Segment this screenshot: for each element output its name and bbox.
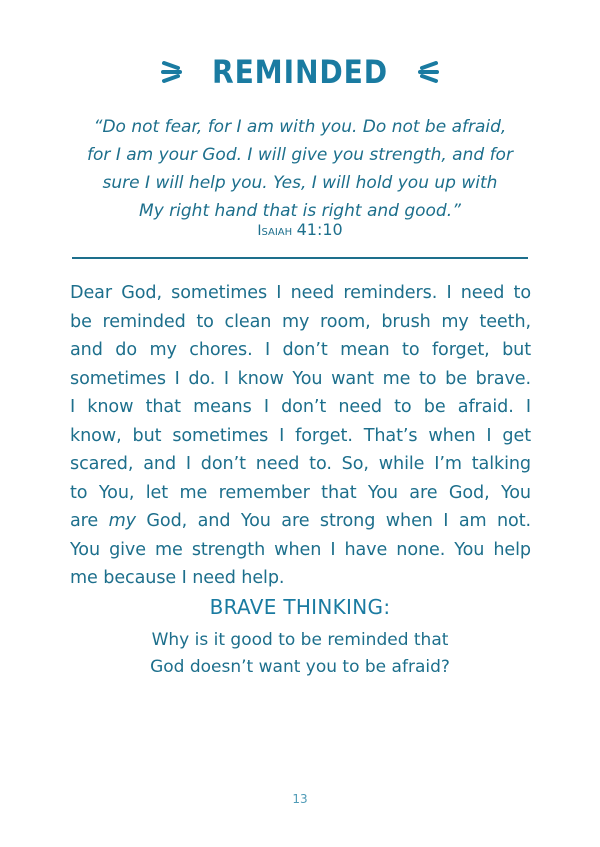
verse-line: sure I will help you. Yes, I will hold you up with — [102, 173, 498, 193]
reference-number: 41:10 — [296, 220, 343, 239]
verse-line: “Do not fear, for I am with you. Do not be afraid, — [93, 117, 507, 137]
question-line: God doesn’t want you to be afraid? — [150, 657, 450, 677]
divider — [72, 257, 528, 259]
burst-lines-icon — [160, 57, 186, 87]
prayer-line-end: God, and You are strong when I am not. — [135, 511, 531, 531]
prayer-line: scared, and I don’t need to. So, while I’m talking — [70, 454, 531, 474]
verse-line: My right hand that is right and good.” — [139, 201, 461, 221]
reference-book: Isaiah — [257, 223, 293, 239]
prayer-line: sometimes I do. I know You want me to be brave. — [70, 368, 531, 389]
emphasis-my: my — [108, 511, 136, 531]
verse-reference — [60, 220, 540, 239]
verse-line: for I am your God. I will give you strength, and for — [87, 145, 513, 165]
page-title: REMINDED — [211, 53, 388, 91]
prayer-line-start: are — [70, 511, 109, 531]
question-line: Why is it good to be reminded that — [151, 630, 449, 650]
prayer-line: You give me strength when I have none. You help — [70, 539, 531, 560]
brave-thinking-heading: BRAVE THINKING: — [209, 595, 391, 619]
prayer-line: be reminded to clean my room, brush my teeth, — [70, 311, 531, 332]
page-number: 13 — [292, 792, 308, 806]
brave-thinking-question — [60, 627, 540, 681]
prayer-line: and do my chores. I don’t mean to forget, but — [70, 340, 531, 360]
prayer-line: me because I need help. — [70, 568, 285, 588]
scripture-verse — [60, 113, 540, 225]
prayer-line: to You, let me remember that You are God, You — [70, 482, 531, 503]
title-row — [0, 48, 600, 96]
burst-lines-icon — [414, 57, 440, 87]
prayer-line: I know that means I don’t need to be afraid. I — [70, 397, 531, 417]
prayer-line: Dear God, sometimes I need reminders. I need to — [70, 283, 531, 303]
prayer-line: know, but sometimes I forget. That’s when I get — [70, 425, 531, 446]
prayer-line — [70, 507, 531, 536]
prayer-text — [70, 279, 531, 593]
